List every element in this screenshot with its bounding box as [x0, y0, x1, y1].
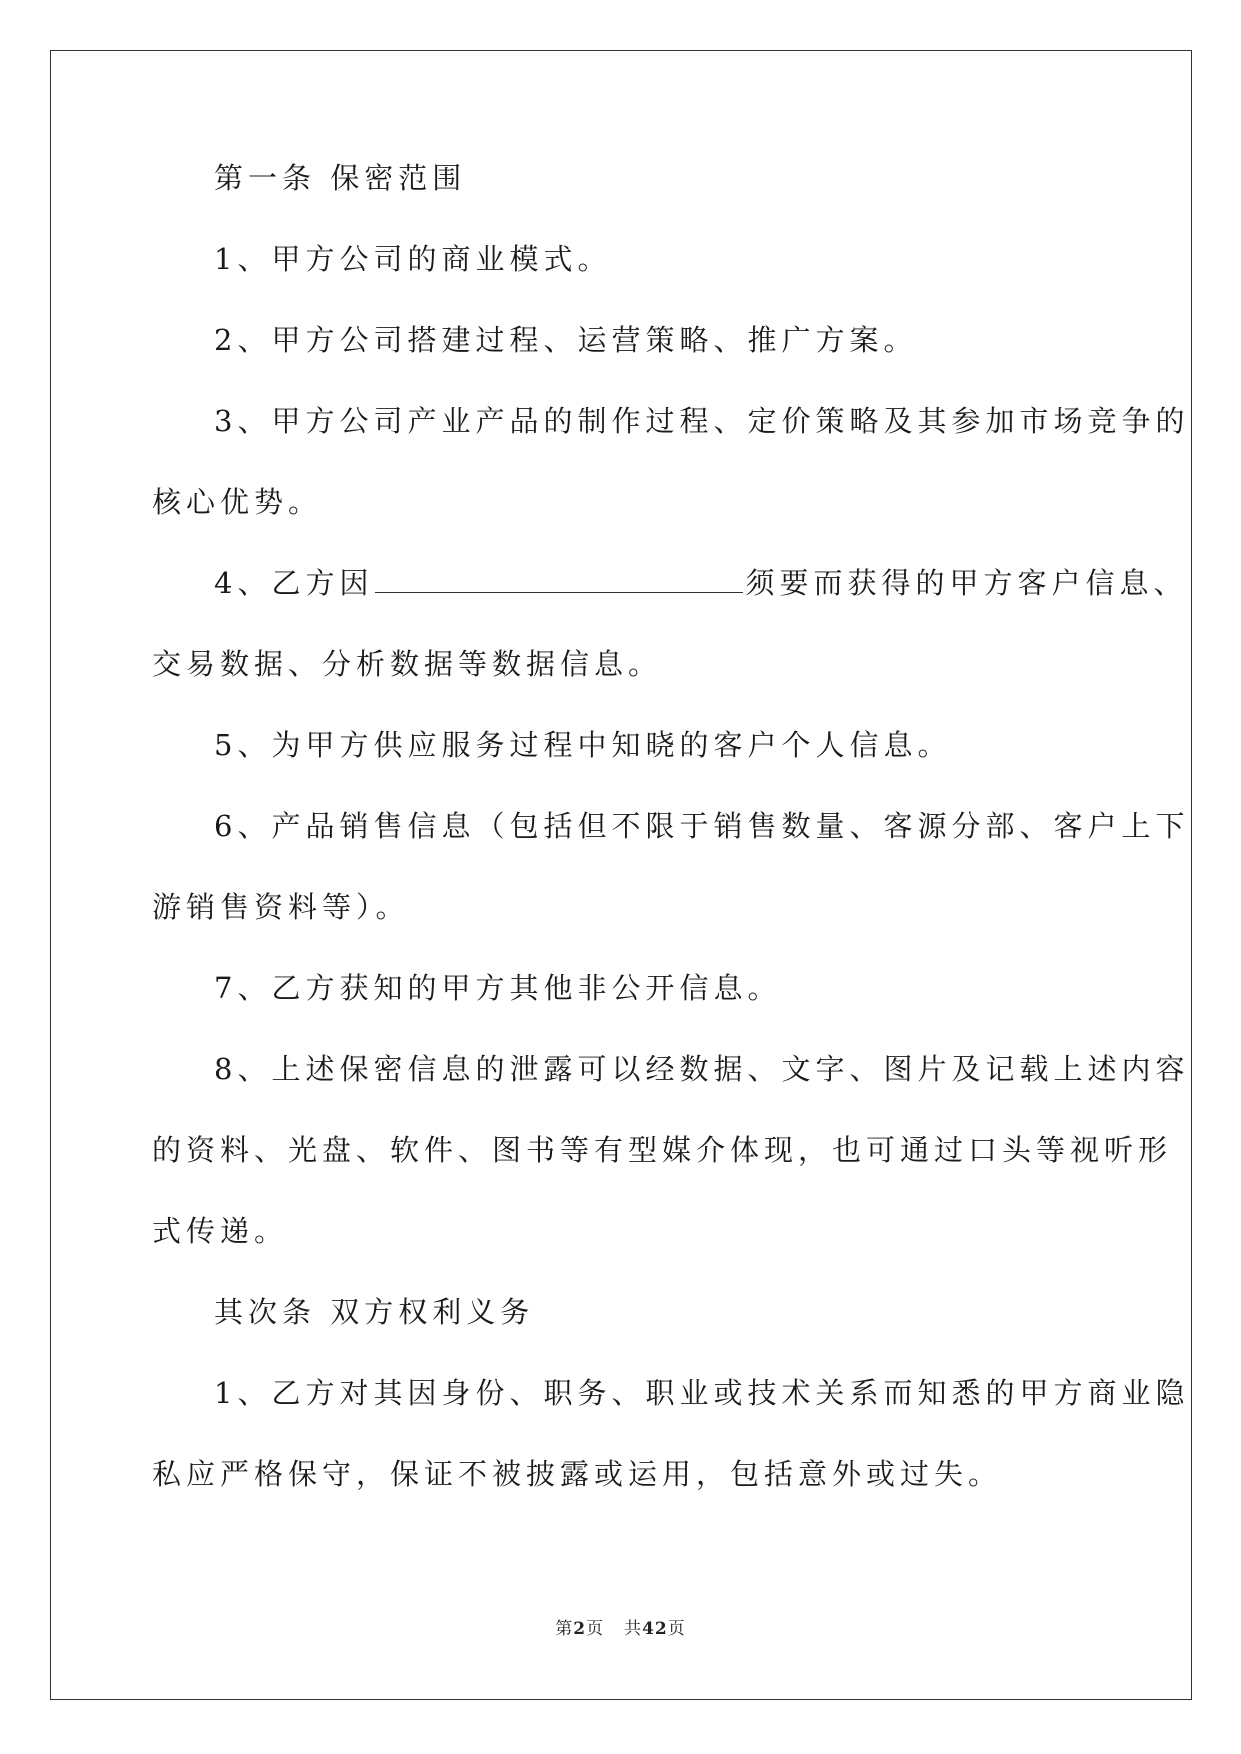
fill-in-blank[interactable]: [375, 566, 743, 593]
paragraph-line: 3、甲方公司产业产品的制作过程、定价策略及其参加市场竞争的: [214, 404, 1190, 438]
paragraph-line: 私应严格保守，保证不被披露或运用，包括意外或过失。: [152, 1457, 1003, 1491]
paragraph-line: 1、乙方对其因身份、职务、职业或技术关系而知悉的甲方商业隐: [214, 1376, 1190, 1410]
section-heading: 其次条 双方权利义务: [214, 1295, 535, 1329]
footer-text: 第: [555, 1619, 574, 1639]
paragraph-line: 式传递。: [152, 1214, 289, 1248]
paragraph-line: 5、为甲方供应服务过程中知晓的客户个人信息。: [214, 728, 952, 762]
paragraph-text: 须要而获得的甲方客户信息、: [745, 566, 1188, 600]
paragraph-line: 7、乙方获知的甲方其他非公开信息。: [214, 971, 782, 1005]
paragraph-line: 交易数据、分析数据等数据信息。: [152, 647, 663, 681]
section-heading: 第一条 保密范围: [214, 161, 467, 195]
page-number: 2: [573, 1619, 587, 1639]
document-body: [152, 158, 1190, 1535]
footer-text: 共: [624, 1619, 643, 1639]
footer-text: 页: [667, 1619, 686, 1639]
paragraph-line: 的资料、光盘、软件、图书等有型媒介体现，也可通过口头等视听形: [152, 1133, 1173, 1167]
page-total: 42: [642, 1619, 668, 1639]
paragraph-line: 游销售资料等）。: [152, 890, 410, 924]
paragraph-line: 1、甲方公司的商业模式。: [214, 242, 612, 276]
paragraph-line: 8、上述保密信息的泄露可以经数据、文字、图片及记载上述内容: [214, 1052, 1190, 1086]
paragraph-line: 核心优势。: [152, 485, 323, 519]
footer-text: 页: [586, 1619, 605, 1639]
paragraph-line: 6、产品销售信息（包括但不限于销售数量、客源分部、客户上下: [214, 809, 1190, 843]
paragraph-line: 2、甲方公司搭建过程、运营策略、推广方案。: [214, 323, 918, 357]
paragraph-line-with-blank: [152, 563, 1188, 644]
paragraph-text: 4、乙方因: [214, 566, 374, 600]
page-footer: [0, 1614, 1241, 1639]
